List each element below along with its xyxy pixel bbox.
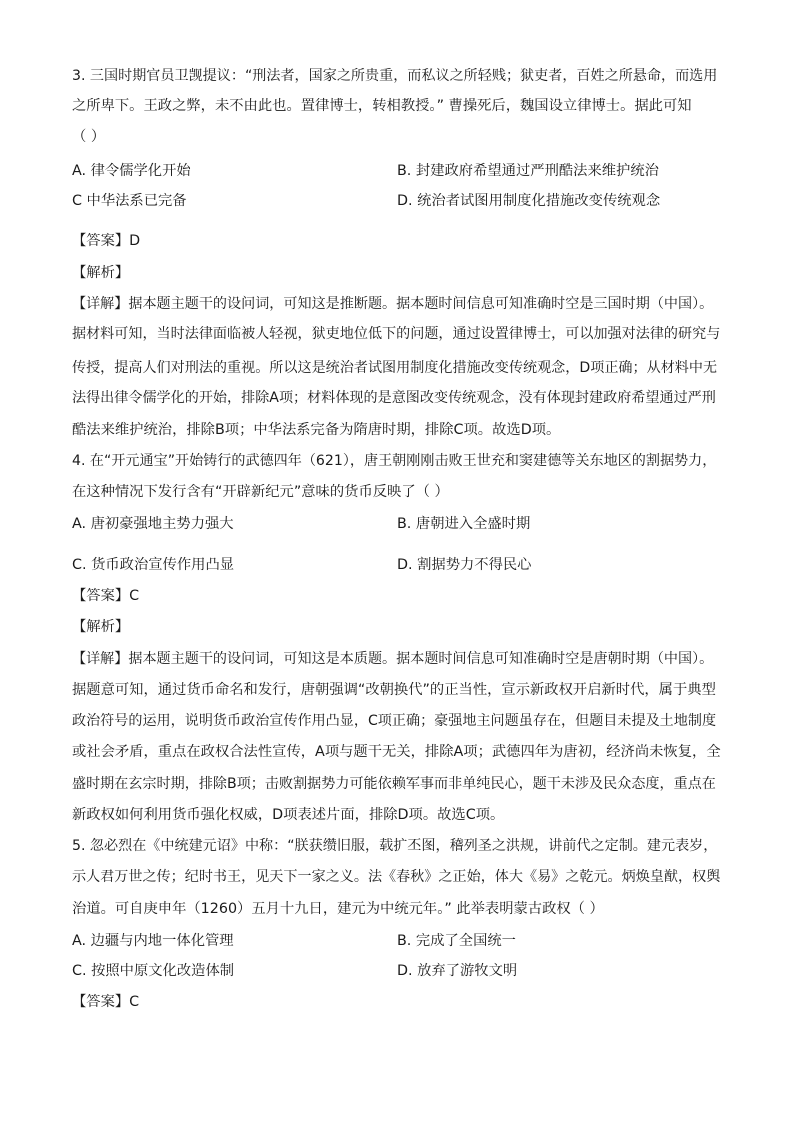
question-5-answer: 【答案】C (72, 994, 140, 1010)
question-5-stem-line-2: 示人君万世之传；纪时书王，见天下一家之义。法《春秋》之正始，体大《易》之乾元。炳焕皇猷，权舆 (72, 869, 721, 885)
question-3-detail-line-1: 【详解】据本题主题干的设问词，可知这是推断题。据本题时间信息可知准确时空是三国时期（中国）。 (72, 296, 714, 312)
question-4-detail-line-3: 政治符号的运用，说明货币政治宣传作用凸显，C项正确；豪强地主问题虽存在，但题目未提及土地制度 (72, 713, 717, 729)
question-5-option-d: D. 放弃了游牧文明 (397, 963, 518, 979)
question-4-option-d: D. 割据势力不得民心 (397, 557, 532, 573)
question-4-analysis-label: 【解析】 (72, 619, 130, 635)
question-3-option-c: C 中华法系已完备 (72, 193, 187, 209)
question-5-stem-line-1: 5. 忽必烈在《中统建元诏》中称：“朕获缵旧服，载扩丕图，稽列圣之洪规，讲前代之定制。建元表岁， (72, 838, 718, 854)
question-3-stem-line-3: （ ） (72, 129, 106, 145)
question-5-option-b: B. 完成了全国统一 (397, 933, 516, 949)
question-4-stem-line-1: 4. 在“开元通宝”开始铸行的武德四年（621），唐王朝刚刚击败王世充和窦建德等关东地区的割据势力， (72, 453, 717, 469)
question-3-option-d: D. 统治者试图用制度化措施改变传统观念 (397, 193, 661, 209)
question-3-stem-line-2: 之所卑下。王政之弊，未不由此也。置律博士，转相教授。” 曹操死后，魏国设立律博士。据此可知 (72, 98, 692, 114)
question-4-detail-line-2: 据题意可知，通过货币命名和发行，唐朝强调“改朝换代”的正当性，宣示新政权开启新时代，属于典型 (72, 682, 716, 698)
question-4-detail-line-1: 【详解】据本题主题干的设问词，可知这是本质题。据本题时间信息可知准确时空是唐朝时期（中国）。 (72, 651, 714, 667)
question-3-analysis-label: 【解析】 (72, 265, 130, 281)
question-3-option-a: A. 律令儒学化开始 (72, 163, 191, 179)
question-3-detail-line-4: 法得出律令儒学化的开始，排除A项；材料体现的是意图改变传统观念，没有体现封建政府希望通过严刑 (72, 390, 716, 406)
question-5-option-c: C. 按照中原文化改造体制 (72, 963, 235, 979)
question-4-option-b: B. 唐朝进入全盛时期 (397, 516, 531, 532)
question-4-detail-line-5: 盛时期在玄宗时期，排除B项；击败割据势力可能依赖军事而非单纯民心，题干未涉及民众态度，重点在 (72, 776, 716, 792)
question-3-detail-line-2: 据材料可知，当时法律面临被人轻视，狱吏地位低下的问题，通过设置律博士，可以加强对法律的研究与 (72, 326, 721, 342)
question-4-detail-line-4: 或社会矛盾，重点在政权合法性宣传，A项与题干无关，排除A项；武德四年为唐初，经济尚未恢复，全 (72, 744, 721, 760)
question-4-stem-line-2: 在这种情况下发行含有“开辟新纪元”意味的货币反映了（ ） (72, 484, 449, 500)
question-3-detail-line-5: 酷法来维护统治，排除B项；中华法系完备为隋唐时期，排除C项。故选D项。 (72, 422, 561, 438)
question-5-option-a: A. 边疆与内地一体化管理 (72, 933, 234, 949)
question-4-answer: 【答案】C (72, 588, 140, 604)
question-5-stem-line-3: 治道。可自庚申年（1260）五月十九日，建元为中统元年。” 此举表明蒙古政权（ ） (72, 901, 604, 917)
question-4-option-c: C. 货币政治宣传作用凸显 (72, 557, 235, 573)
question-3-detail-line-3: 传授，提高人们对刑法的重视。所以这是统治者试图用制度化措施改变传统观念，D项正确；从材料中无 (72, 360, 718, 376)
question-3-option-b: B. 封建政府希望通过严刑酷法来维护统治 (397, 163, 659, 179)
question-4-option-a: A. 唐初豪强地主势力强大 (72, 516, 234, 532)
question-3-stem-line-1: 3. 三国时期官员卫觊提议：“刑法者，国家之所贵重，而私议之所轻贱；狱吏者，百姓之所悬命，而选用 (72, 68, 718, 84)
question-4-detail-line-6: 新政权如何利用货币强化权威，D项表述片面，排除D项。故选C项。 (72, 807, 505, 823)
question-3-answer: 【答案】D (72, 233, 141, 249)
